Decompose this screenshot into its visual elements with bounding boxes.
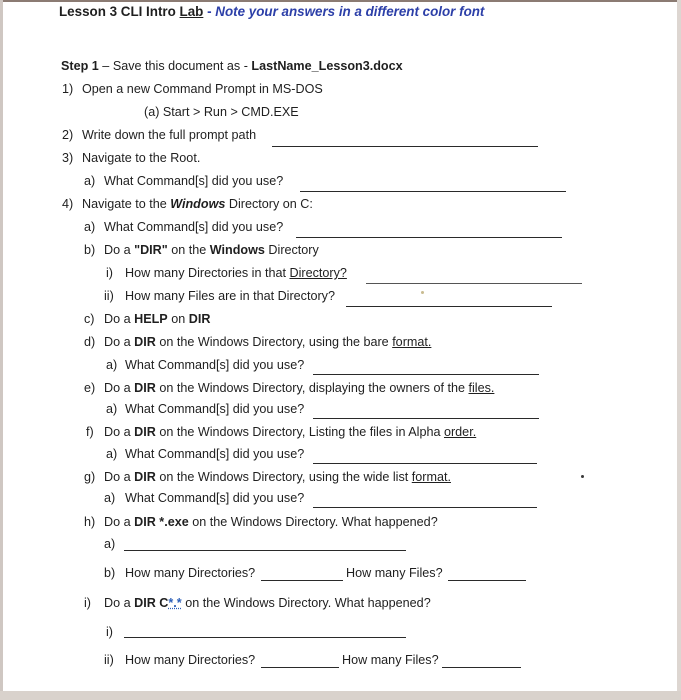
- q2-text: Write down the full prompt path: [82, 128, 257, 142]
- q4a-answer-line[interactable]: [296, 237, 562, 238]
- q4-pre: Navigate to the: [82, 197, 167, 211]
- q4ga-answer-line[interactable]: [313, 507, 537, 508]
- q4bi-word: Directory?: [289, 266, 347, 280]
- q4fa-answer-line[interactable]: [313, 463, 537, 464]
- q4fa-text: What Command[s] did you use?: [125, 447, 305, 461]
- q4g-post: on the Windows Directory, using the wide list: [159, 470, 409, 484]
- q4b-bold2: Windows: [209, 243, 265, 257]
- q4iii-dirs-answer-line[interactable]: [261, 667, 339, 668]
- q4a-num: a): [84, 220, 96, 234]
- q3-num: 3): [62, 151, 74, 165]
- q4i-pre: Do a: [104, 596, 131, 610]
- q3a-text: What Command[s] did you use?: [104, 174, 284, 188]
- q1-num: 1): [62, 82, 74, 96]
- q4c-pre: Do a: [104, 312, 131, 326]
- q4hb-files-label: How many Files?: [346, 566, 443, 580]
- q4d-bold: DIR: [134, 335, 156, 349]
- q2-answer-line[interactable]: [272, 146, 538, 147]
- q4hb-text: How many Directories?: [125, 566, 256, 580]
- q4bi-answer-line[interactable]: [366, 283, 582, 284]
- step1-dash: –: [102, 59, 110, 73]
- q4i-text: [104, 595, 431, 611]
- q4b-num: b): [84, 243, 96, 257]
- q1a-text: (a) Start > Run > CMD.EXE: [144, 105, 299, 119]
- q4bii-answer-line[interactable]: [346, 306, 552, 307]
- q4b-mid: on the: [171, 243, 207, 257]
- q4i-post: on the Windows Directory. What happened?: [185, 596, 431, 610]
- q4i-star: *.*: [168, 596, 182, 610]
- title-lesson: Lesson 3 CLI Intro: [59, 4, 176, 19]
- q4d-word: format.: [392, 335, 432, 349]
- q4b-bold1: "DIR": [134, 243, 168, 257]
- q4g-text: [104, 469, 451, 485]
- q1-text: Open a new Command Prompt in MS-DOS: [82, 82, 323, 96]
- q4c-mid: on: [171, 312, 186, 326]
- title-dash: -: [207, 4, 212, 19]
- q4f-bold: DIR: [134, 425, 156, 439]
- q4-text: [82, 196, 313, 212]
- q4g-num: g): [84, 470, 96, 484]
- q4d-pre: Do a: [104, 335, 131, 349]
- q4hb-dirs-answer-line[interactable]: [261, 580, 343, 581]
- q4bi-prefix: How many Directories in that: [125, 266, 286, 280]
- q4-post: Directory on C:: [228, 197, 313, 211]
- q4e-post: on the Windows Directory, displaying the owners of the: [159, 381, 465, 395]
- q4b-text: [104, 242, 319, 258]
- q3a-answer-line[interactable]: [300, 191, 566, 192]
- q4c-num: c): [84, 312, 95, 326]
- q4c-bold2: DIR: [188, 312, 211, 326]
- scan-speck-2: [581, 475, 584, 478]
- q4ha-num: a): [104, 537, 116, 551]
- q4h-post: on the Windows Directory. What happened?: [192, 515, 438, 529]
- q4bi-num: i): [106, 266, 113, 280]
- q4h-num: h): [84, 515, 96, 529]
- q4i-num: i): [84, 596, 91, 610]
- q4iii-files-answer-line[interactable]: [442, 667, 521, 668]
- q4da-num: a): [106, 358, 118, 372]
- step1-label: Step 1: [61, 59, 99, 73]
- q4g-pre: Do a: [104, 470, 131, 484]
- q3a-num: a): [84, 174, 96, 188]
- q4e-bold: DIR: [134, 381, 156, 395]
- q2-num: 2): [62, 128, 74, 142]
- q4hb-files-answer-line[interactable]: [448, 580, 526, 581]
- q4iii-text: How many Directories?: [125, 653, 256, 667]
- q4i-bold: DIR C: [134, 596, 169, 610]
- step1-text: Save this document as -: [112, 59, 248, 73]
- document-title: [59, 4, 484, 20]
- q4f-text: [104, 424, 476, 440]
- title-lab: Lab: [179, 4, 204, 19]
- q4g-bold: DIR: [134, 470, 156, 484]
- q4f-post: on the Windows Directory, Listing the files in Alpha: [159, 425, 441, 439]
- q4g-word: format.: [411, 470, 451, 484]
- q4bii-text: How many Files are in that Directory?: [125, 289, 335, 303]
- q4c-text: [104, 311, 210, 327]
- q4ea-num: a): [106, 402, 118, 416]
- q4b-pre: Do a: [104, 243, 131, 257]
- q4f-word: order.: [443, 425, 477, 439]
- q4d-text: [104, 334, 431, 350]
- q4e-word: files.: [468, 381, 495, 395]
- q4da-answer-line[interactable]: [313, 374, 539, 375]
- q4d-num: d): [84, 335, 96, 349]
- q4h-bold: DIR *.exe: [134, 515, 189, 529]
- photo-edge-right: [677, 0, 681, 700]
- q4-bold: Windows: [170, 197, 226, 211]
- q4h-pre: Do a: [104, 515, 131, 529]
- q4c-bold1: HELP: [134, 312, 168, 326]
- scan-speck: [421, 291, 424, 294]
- q4-num: 4): [62, 197, 74, 211]
- q4f-pre: Do a: [104, 425, 131, 439]
- photo-edge-left: [0, 0, 3, 700]
- photo-edge-bottom: [0, 691, 681, 700]
- title-note: Note your answers in a different color font: [215, 4, 485, 19]
- q4fa-num: a): [106, 447, 118, 461]
- q4ea-answer-line[interactable]: [313, 418, 539, 419]
- q4h-text: [104, 514, 438, 530]
- q4bii-num: ii): [104, 289, 114, 303]
- q4e-text: [104, 380, 494, 396]
- q4d-post: on the Windows Directory, using the bare: [159, 335, 389, 349]
- q4f-num: f): [86, 425, 94, 439]
- q4a-text: What Command[s] did you use?: [104, 220, 284, 234]
- q3-text: Navigate to the Root.: [82, 151, 201, 165]
- q4hb-num: b): [104, 566, 116, 580]
- step1-filename: LastName_Lesson3.docx: [251, 59, 403, 73]
- q4ii-answer-line[interactable]: [124, 637, 406, 638]
- q4e-num: e): [84, 381, 96, 395]
- q4bi-text: [125, 265, 347, 281]
- q4ea-text: What Command[s] did you use?: [125, 402, 305, 416]
- q4iii-num: ii): [104, 653, 114, 667]
- q4e-pre: Do a: [104, 381, 131, 395]
- q4ga-num: a): [104, 491, 116, 505]
- q4iii-files-label: How many Files?: [342, 653, 439, 667]
- q4ii-num: i): [106, 625, 113, 639]
- q4b-post: Directory: [268, 243, 319, 257]
- q4da-text: What Command[s] did you use?: [125, 358, 305, 372]
- q4ha-answer-line[interactable]: [124, 550, 406, 551]
- q4ga-text: What Command[s] did you use?: [125, 491, 305, 505]
- step1-heading: [61, 58, 403, 74]
- photo-edge-top: [0, 0, 681, 2]
